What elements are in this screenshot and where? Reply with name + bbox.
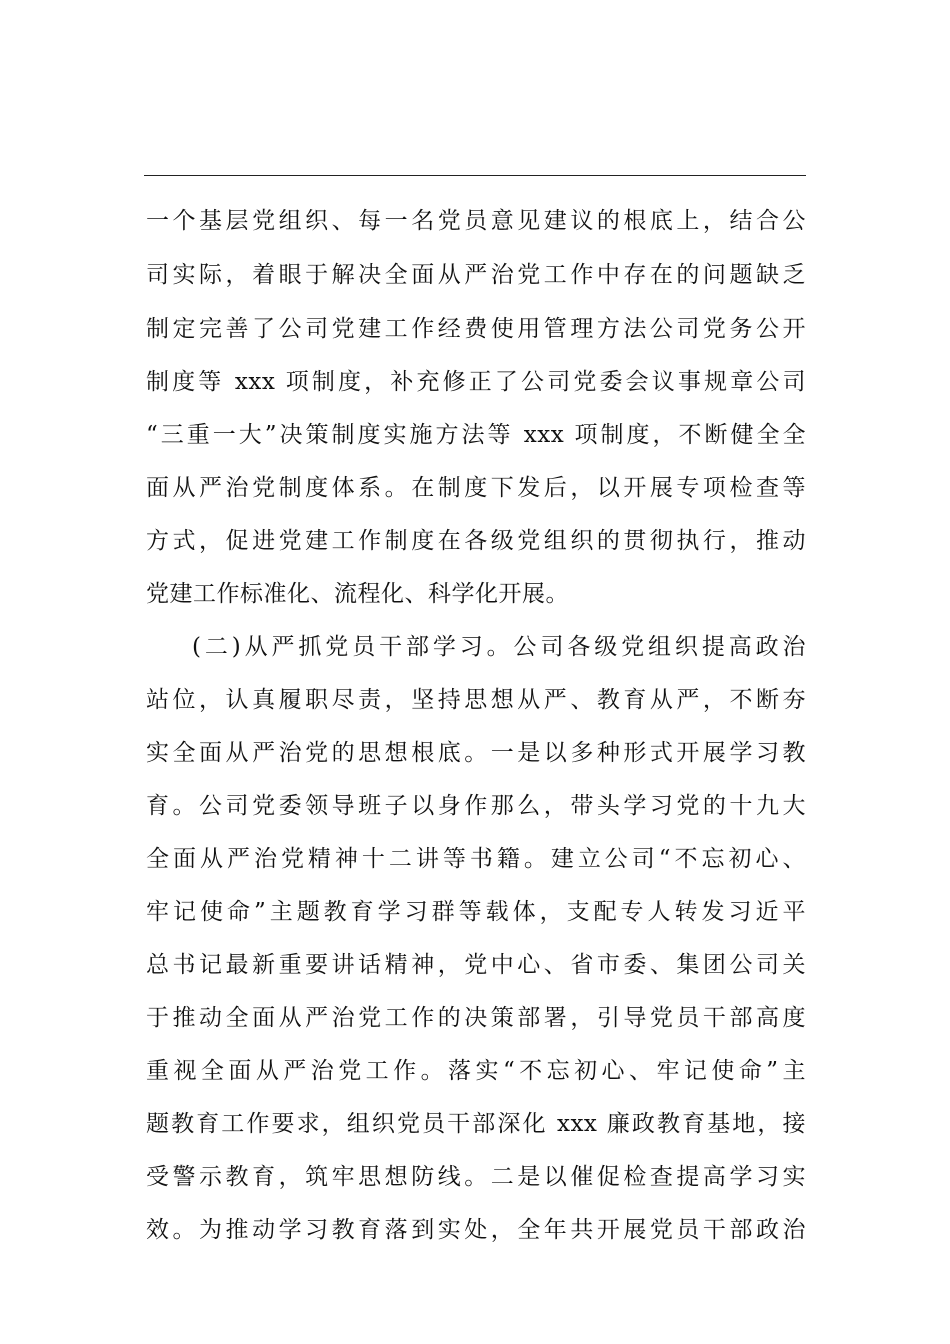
- text-line: 育。公司党委领导班子以身作那么，带头学习党的十九大: [146, 793, 806, 819]
- text-line: 实全面从严治党的思想根底。一是以多种形式开展学习教: [146, 740, 806, 766]
- header-rule: [144, 175, 806, 176]
- text-line: 司实际，着眼于解决全面从严治党工作中存在的问题缺乏: [146, 262, 806, 288]
- text-line: 效。为推动学习教育落到实处，全年共开展党员干部政治: [146, 1217, 806, 1243]
- text-line: 牢记使命”主题教育学习群等载体，支配专人转发习近平: [146, 899, 806, 925]
- text-line: “三重一大”决策制度实施方法等 xxx 项制度，不断健全全: [146, 422, 806, 448]
- text-line: 制定完善了公司党建工作经费使用管理方法公司党务公开: [146, 316, 806, 342]
- text-line: 受警示教育，筑牢思想防线。二是以催促检查提高学习实: [146, 1164, 806, 1190]
- text-line: 重视全面从严治党工作。落实“不忘初心、牢记使命”主: [146, 1058, 806, 1084]
- text-line: 面从严治党制度体系。在制度下发后，以开展专项检查等: [146, 475, 806, 501]
- text-line: 全面从严治党精神十二讲等书籍。建立公司“不忘初心、: [146, 846, 806, 872]
- section-heading-line: (二)从严抓党员干部学习。公司各级党组织提高政治: [192, 634, 806, 660]
- text-line: 方式，促进党建工作制度在各级党组织的贯彻执行，推动: [146, 528, 806, 554]
- text-line: 一个基层党组织、每一名党员意见建议的根底上，结合公: [146, 208, 806, 234]
- text-line: 党建工作标准化、流程化、科学化开展。: [146, 581, 569, 607]
- text-line: 总书记最新重要讲话精神，党中心、省市委、集团公司关: [146, 952, 806, 978]
- text-line: 站位，认真履职尽责，坚持思想从严、教育从严，不断夯: [146, 687, 806, 713]
- text-line: 于推动全面从严治党工作的决策部署，引导党员干部高度: [146, 1005, 806, 1031]
- text-line: 制度等 xxx 项制度，补充修正了公司党委会议事规章公司: [146, 369, 806, 395]
- text-line: 题教育工作要求，组织党员干部深化 xxx 廉政教育基地，接: [146, 1111, 806, 1137]
